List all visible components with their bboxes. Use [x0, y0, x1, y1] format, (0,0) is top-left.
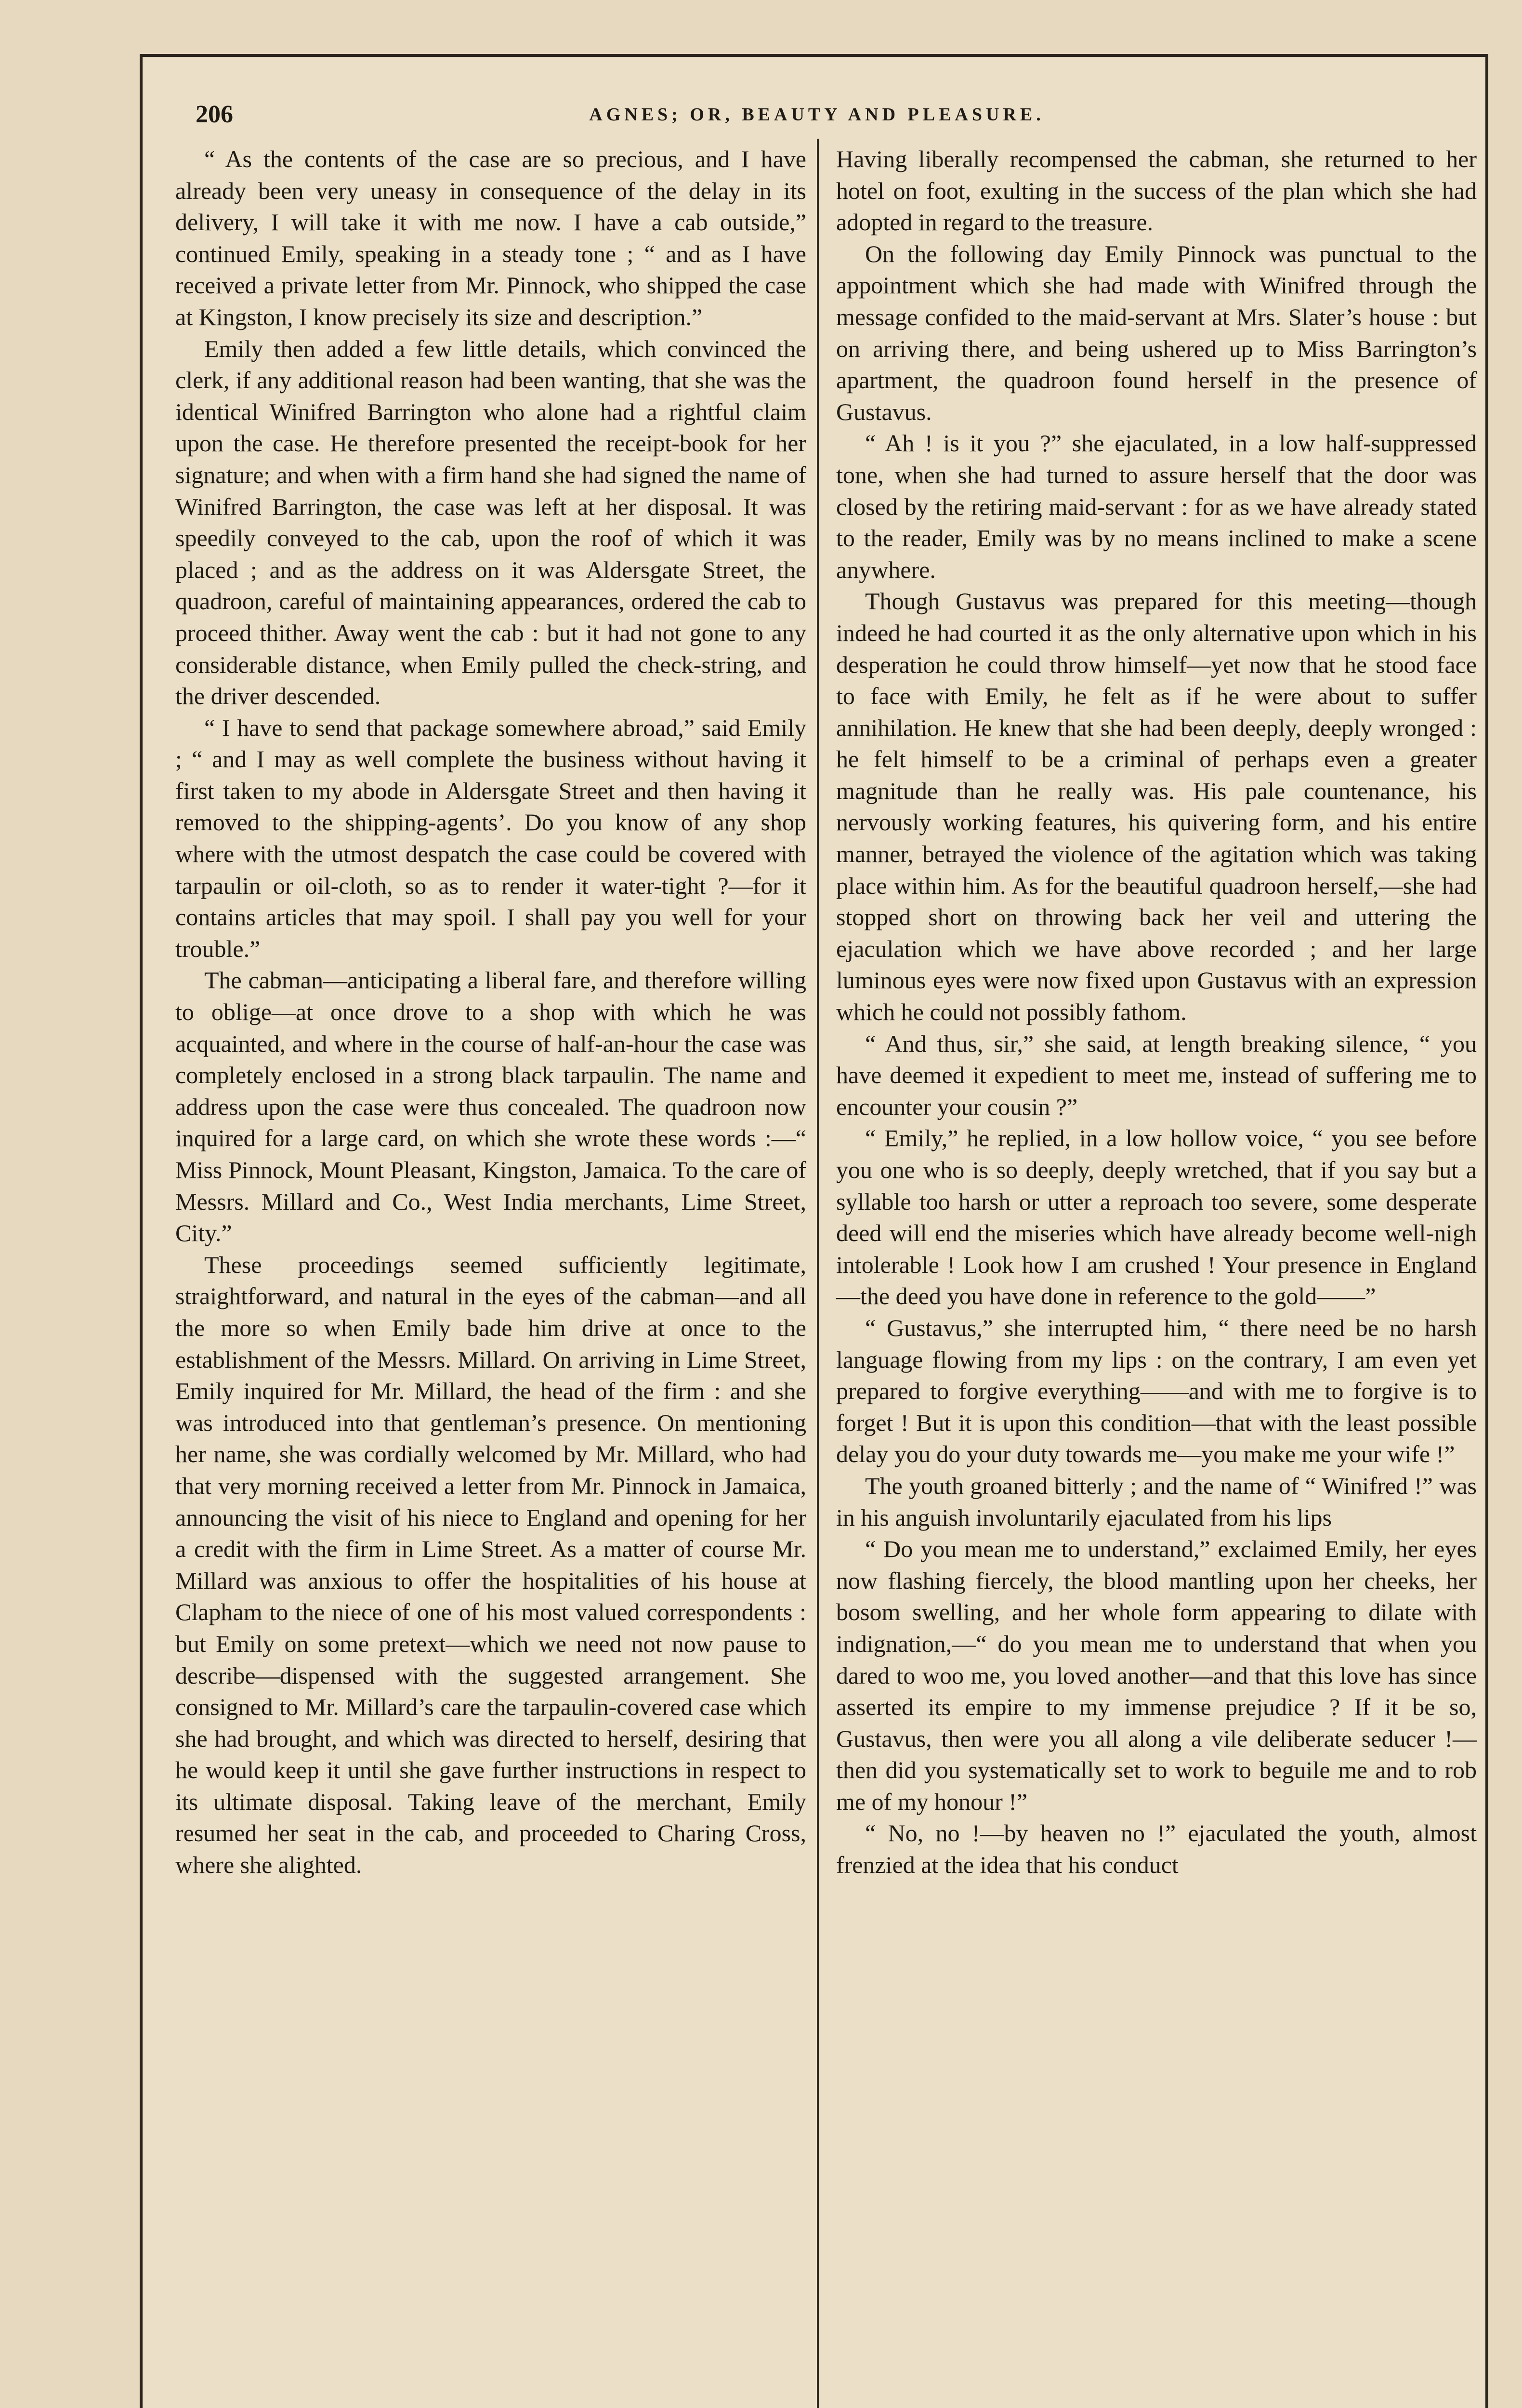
paragraph: “ Ah ! is it you ?” she ejaculated, in a low half-suppressed tone, when she had turned to assure herself that the door was closed by the retiring maid-servant : for as we have already stated to the reader, Emily was by no means inclined to make a scene anywhere.: [836, 430, 1477, 583]
paragraph: The cabman—anticipating a liberal fare, and therefore willing to oblige—at once drove to a shop with which he was acquainted, and where in the course of half-an-hour the case was completely enclosed in a strong black tarpaulin. The name and address upon the case were thus concealed. The quadroon now inquired for a large card, on which she wrote these words :—“ Miss Pinnock, Mount Pleasant, Kingston, Jamaica. To the care of Messrs. Millard and Co., West India merchants, Lime Street, City.”: [175, 967, 806, 1247]
column-divider: [817, 139, 819, 2408]
paragraph: “ As the contents of the case are so precious, and I have already been very uneasy in consequence of the delay in its delivery, I will take it with me now. I have a cab outside,” continued Emily, speaking in a steady tone ; “ and as I have received a private letter from Mr. Pinnock, who shipped the case at Kingston, I know precisely its size and description.”: [175, 145, 806, 330]
paragraph: Having liberally recompensed the cabman, she returned to her hotel on foot, exulting in the success of the plan which she had adopted in regard to the treasure.: [836, 145, 1477, 236]
paragraph: “ And thus, sir,” she said, at length breaking silence, “ you have deemed it expedient to meet me, instead of suffering me to encounter your cousin ?”: [836, 1030, 1477, 1120]
paragraph: On the following day Emily Pinnock was punctual to the appointment which she had made with Winifred through the message confided to the maid-servant at Mrs. Slater’s house : but on arriving there, and being ushered up to Miss Barrington’s apartment, the quadroon found herself in the presence of Gustavus.: [836, 240, 1477, 425]
right-column: [836, 144, 1477, 1881]
left-column: [175, 144, 806, 1881]
paragraph: These proceedings seemed sufficiently legitimate, straightforward, and natural in the eyes of the cabman—and all the more so when Emily bade him drive at once to the establishment of the Messrs. Millard. On arriving in Lime Street, Emily inquired for Mr. Millard, the head of the firm : and she was introduced into that gentleman’s presence. On mentioning her name, she was cordially welcomed by Mr. Millard, who had that very morning received a letter from Mr. Pinnock in Jamaica, announcing the visit of his niece to England and opening for her a credit with the firm in Lime Street. As a matter of course Mr. Millard was anxious to offer the hospitalities of his house at Clapham to the niece of one of his most valued correspondents : but Emily on some pretext—which we need not now pause to describe—dispensed with the suggested arrangement. She consigned to Mr. Millard’s care the tarpaulin-covered case which she had brought, and which was directed to herself, desiring that he would keep it until she gave further instructions in respect to its ultimate disposal. Taking leave of the merchant, Emily resumed her seat in the cab, and proceeded to Charing Cross, where she alighted.: [175, 1251, 806, 1879]
page-frame: [140, 54, 1488, 2408]
paragraph: “ No, no !—by heaven no !” ejaculated the youth, almost frenzied at the idea that his conduct: [836, 1819, 1477, 1879]
page-number: 206: [196, 101, 233, 128]
paragraph: Though Gustavus was prepared for this meeting—though indeed he had courted it as the only alternative upon which in his desperation he could throw himself—yet now that he stood face to face with Emily, he felt as if he were about to suffer annihilation. He knew that she had been deeply, deeply wronged : he felt himself to be a criminal of perhaps even a greater magnitude than he really was. His pale countenance, his nervously working features, his quivering form, and his entire manner, betrayed the violence of the agitation which was taking place within him. As for the beautiful quadroon herself,—she had stopped short on throwing back her veil and uttering the ejaculation which we have above recorded ; and her large luminous eyes were now fixed upon Gustavus with an expression which he could not possibly fathom.: [836, 588, 1477, 1026]
running-title: AGNES; OR, BEAUTY AND PLEASURE.: [589, 105, 1045, 125]
paragraph: Emily then added a few little details, which convinced the clerk, if any additional reason had been wanting, that she was the identical Winifred Barrington who alone had a rightful claim upon the case. He therefore presented the receipt-book for her signature; and when with a firm hand she had signed the name of Winifred Barrington, the case was left at her disposal. It was speedily conveyed to the cab, upon the roof of which it was placed ; and as the address on it was Aldersgate Street, the quadroon, careful of maintaining appearances, ordered the cab to proceed thither. Away went the cab : but it had not gone to any considerable distance, when Emily pulled the check-string, and the driver descended.: [175, 335, 806, 710]
paragraph: “ Gustavus,” she interrupted him, “ there need be no harsh language flowing from my lips : on the contrary, I am even yet prepared to forgive everything——and with me to forgive is to forget ! But it is upon this condition—that with the least possible delay you do your duty towards me—you make me your wife !”: [836, 1314, 1477, 1468]
paragraph: “ Do you mean me to understand,” exclaimed Emily, her eyes now flashing fiercely, the blood mantling upon her cheeks, her bosom swelling, and her whole form appearing to dilate with indignation,—“ do you mean me to understand that when you dared to woo me, you loved another—and that this love has since asserted its empire to my immense prejudice ? If it be so, Gustavus, then were you all along a vile deliberate seducer !—then did you systematically set to work to beguile me and to rob me of my honour !”: [836, 1535, 1477, 1815]
paragraph: “ Emily,” he replied, in a low hollow voice, “ you see before you one who is so deeply, deeply wretched, that if you say but a syllable too harsh or utter a reproach too severe, some desperate deed will end the miseries which have already become well-nigh intolerable ! Look how I am crushed ! Your presence in England—the deed you have done in reference to the gold——”: [836, 1125, 1477, 1310]
page-header: [196, 100, 1438, 139]
paragraph: “ I have to send that package somewhere abroad,” said Emily ; “ and I may as well complete the business without having it first taken to my abode in Aldersgate Street and then having it removed to the shipping-agents’. Do you know of any shop where with the utmost despatch the case could be covered with tarpaulin or oil-cloth, so as to render it water-tight ?—for it contains articles that may spoil. I shall pay you well for your trouble.”: [175, 714, 806, 962]
paragraph: The youth groaned bitterly ; and the name of “ Winifred !” was in his anguish involuntarily ejaculated from his lips: [836, 1472, 1477, 1531]
